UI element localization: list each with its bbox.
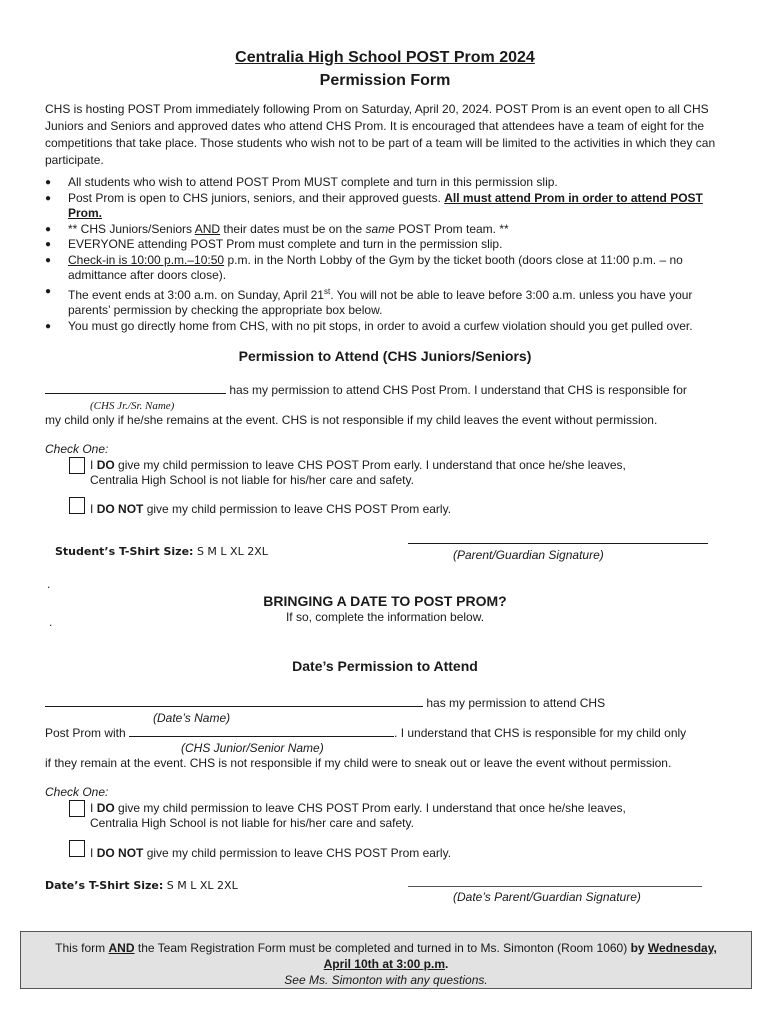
rules-list — [45, 175, 735, 334]
check-one-label: Check One: — [45, 785, 109, 799]
rule-item — [45, 253, 735, 284]
student-shirt-size — [55, 545, 268, 558]
section2-line2 — [45, 726, 755, 740]
deadline-line2 — [21, 956, 751, 972]
rule-text: The event ends at 3:00 a.m. on Sunday, April 21 — [68, 287, 324, 302]
shirt-size-label: Student’s T-Shirt Size: — [55, 545, 194, 558]
deadline-period: . — [445, 957, 449, 971]
stray-dot: . — [49, 615, 53, 629]
rule-item — [45, 175, 735, 191]
date-parent-signature-caption: (Date’s Parent/Guardian Signature) — [453, 890, 641, 904]
shirt-size-options: S M L XL 2XL — [166, 879, 238, 892]
student-name-caption: (CHS Jr./Sr. Name) — [90, 400, 175, 412]
rule-text: Post Prom is open to CHS juniors, seniors, and their approved guests. — [68, 190, 441, 205]
section1-heading: Permission to Attend (CHS Juniors/Seniors) — [238, 348, 532, 364]
section2-line1 — [45, 696, 745, 710]
leave-early-yes-checkbox[interactable] — [69, 457, 85, 474]
deadline-date: April 10th at 3:00 p.m — [323, 957, 446, 971]
section2-line3: if they remain at the event. CHS is not responsible if my child were to sneak out or leave the event without permission. — [45, 756, 672, 770]
section1-line1-text: has my permission to attend CHS Post Prom. I understand that CHS is responsible for — [229, 383, 687, 397]
section1-line1 — [45, 383, 745, 397]
section2-line2-text: . I understand that CHS is responsible for my child only — [394, 726, 687, 740]
rule-emphasis: All must attend Prom in order to attend POST Prom. — [68, 190, 703, 220]
date-section-subheading: If so, complete the information below. — [285, 610, 485, 624]
deadline-notice-box — [20, 931, 752, 989]
option-do-text-line2: Centralia High School is not liable for his/her care and safety. — [90, 473, 414, 487]
notice-emphasis: by — [630, 941, 645, 955]
form-subtitle: Permission Form — [319, 72, 451, 89]
notice-text: This form — [55, 941, 106, 955]
option-emphasis: DO — [96, 458, 115, 472]
option-prefix: I — [90, 458, 94, 472]
section2-line2-text: Post Prom with — [45, 726, 126, 740]
deadline-day: Wednesday, — [647, 941, 717, 955]
student-name-caption-2: (CHS Junior/Senior Name) — [181, 741, 324, 755]
date-shirt-size — [45, 879, 238, 892]
date-leave-early-no-checkbox[interactable] — [69, 840, 85, 857]
option-prefix: I — [90, 846, 94, 860]
date-name-field[interactable] — [45, 696, 423, 707]
rule-text: their dates must be on the — [223, 221, 363, 236]
option-text: give my child permission to leave CHS POST Prom early. — [146, 502, 452, 516]
stray-dot: . — [47, 577, 51, 591]
option-do-text — [90, 801, 626, 815]
date-name-caption: (Date’s Name) — [153, 711, 231, 725]
option-prefix: I — [90, 502, 94, 516]
option-emphasis: DO NOT — [96, 502, 144, 516]
option-emphasis: DO NOT — [96, 846, 144, 860]
check-one-label: Check One: — [45, 442, 109, 456]
rule-emphasis: AND — [194, 221, 221, 236]
intro-paragraph: CHS is hosting POST Prom immediately following Prom on Saturday, April 20, 2024. POST Prom is an event open to all CHS Juniors and Seniors and approved dates who attend CHS Prom. It is encouraged that attendees have a team of eight for the competitions that take place. Those students who wish not to be part of a team will be limited to the activities in which they can participate. — [45, 102, 716, 167]
deadline-note: See Ms. Simonton with any questions. — [284, 973, 488, 987]
option-do-not-text — [90, 846, 451, 860]
option-text: give my child permission to leave CHS POST Prom early. I understand that once he/she leaves, — [118, 801, 626, 815]
parent-signature-line[interactable] — [408, 543, 708, 544]
rule-text: EVERYONE attending POST Prom must complete and turn in the permission slip. — [68, 237, 503, 251]
rule-emphasis: Check-in is 10:00 p.m.–10:50 — [68, 252, 225, 267]
date-section-heading: BRINGING A DATE TO POST PROM? — [263, 593, 507, 609]
option-do-not-text — [90, 502, 451, 516]
rule-item — [45, 222, 735, 238]
rule-text: POST Prom team. ** — [398, 221, 509, 236]
option-emphasis: DO — [96, 801, 115, 815]
section2-heading: Date’s Permission to Attend — [292, 658, 478, 674]
option-prefix: I — [90, 801, 94, 815]
section2-line1-text: has my permission to attend CHS — [426, 696, 606, 710]
rule-item — [45, 191, 735, 222]
student-name-field-2[interactable] — [129, 726, 394, 737]
option-do-text — [90, 458, 626, 472]
rule-text: p.m. in the North Lobby of the Gym by the ticket booth (doors close at 11:00 p.m. – no admittance after doors close). — [68, 252, 683, 282]
rule-text: You must go directly home from CHS, with no pit stops, in order to avoid a curfew violation should you get pulled over. — [68, 318, 693, 333]
option-text: give my child permission to leave CHS POST Prom early. I understand that once he/she leaves, — [118, 458, 626, 472]
option-do-text-line2: Centralia High School is not liable for his/her care and safety. — [90, 816, 414, 830]
leave-early-no-checkbox[interactable] — [69, 497, 85, 514]
notice-text: the Team Registration Form must be completed and turned in to Ms. Simonton (Room 1060) — [137, 941, 628, 955]
deadline-line1 — [21, 940, 751, 956]
rule-text: ** CHS Juniors/Seniors — [68, 221, 193, 236]
rule-superscript: st — [323, 286, 331, 296]
shirt-size-options: S M L XL 2XL — [196, 545, 268, 558]
option-text: give my child permission to leave CHS POST Prom early. — [146, 846, 452, 860]
rule-item — [45, 319, 735, 335]
rule-emphasis: same — [365, 221, 395, 236]
rule-text: All students who wish to attend POST Prom MUST complete and turn in this permission slip. — [68, 175, 558, 189]
date-parent-signature-line[interactable] — [408, 886, 702, 887]
parent-signature-caption: (Parent/Guardian Signature) — [453, 548, 604, 562]
notice-emphasis: AND — [108, 941, 135, 955]
section1-line2: my child only if he/she remains at the event. CHS is not responsible if my child leaves the event without permission. — [45, 413, 658, 427]
date-leave-early-yes-checkbox[interactable] — [69, 800, 85, 817]
rule-item — [45, 284, 735, 319]
student-name-field[interactable] — [45, 383, 226, 394]
rule-text: . You will not be able to leave before 3:00 a.m. unless you have your parents’ permission by checking the appropriate box below. — [68, 287, 693, 317]
form-title: Centralia High School POST Prom 2024 — [235, 49, 535, 66]
shirt-size-label: Date’s T-Shirt Size: — [45, 879, 164, 892]
rule-item — [45, 237, 735, 253]
